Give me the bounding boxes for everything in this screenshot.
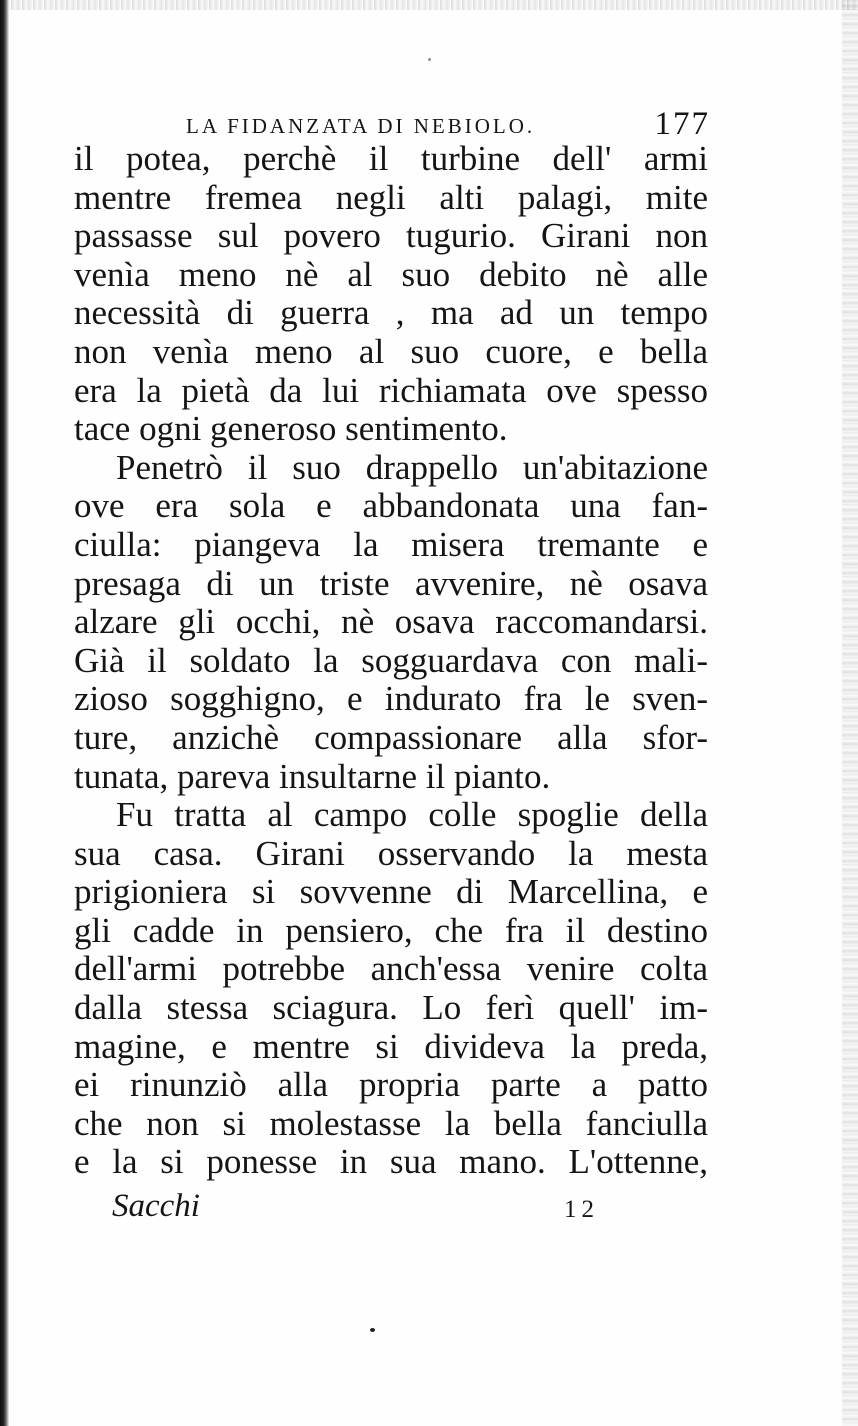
text-line: mentre fremea negli alti palagi, mite: [74, 177, 708, 217]
text-line: necessità di guerra , ma ad un tempo: [74, 293, 708, 333]
text-line: sua casa. Girani osservando la mesta: [74, 833, 708, 873]
top-page-edge: [0, 0, 858, 10]
text-line: Già il soldato la sogguardava con mali-: [74, 640, 708, 680]
text-line: zioso sogghigno, e indurato fra le sven-: [74, 679, 708, 719]
text-line: alzare gli occhi, nè osava raccomandarsi.: [74, 602, 708, 642]
ink-speck: [428, 58, 431, 61]
text-line: e la si ponesse in sua mano. L'ottenne,: [74, 1142, 708, 1182]
right-page-edge: [842, 0, 858, 1426]
text-line: venìa meno nè al suo debito nè alle: [74, 254, 708, 294]
text-line: che non si molestasse la bella fanciulla: [74, 1103, 708, 1143]
page-footer: [112, 1188, 612, 1228]
text-line: il potea, perchè il turbine dell' armi: [74, 139, 708, 178]
text-line: gli cadde in pensiero, che fra il destino: [74, 910, 708, 950]
text-line: tace ogni generoso sentimento.: [74, 409, 508, 449]
text-line: era la pietà da lui richiamata ove spesso: [74, 370, 708, 410]
signature-number: 12: [564, 1196, 599, 1223]
left-binding-edge: [0, 0, 9, 1426]
page-number: 177: [654, 106, 710, 142]
text-line: magine, e mentre si divideva la preda,: [74, 1026, 708, 1066]
text-line: passasse sul povero tugurio. Girani non: [74, 216, 708, 256]
printer-signature: Sacchi: [112, 1188, 200, 1224]
text-line: tunata, pareva insultarne il pianto.: [74, 756, 551, 796]
text-line: ei rinunziò alla propria parte a patto: [74, 1065, 708, 1105]
text-line: ciulla: piangeva la misera tremante e: [74, 524, 708, 564]
text-line: presaga di un triste avvenire, nè osava: [74, 563, 708, 603]
running-head: LA FIDANZATA DI NEBIOLO.: [186, 114, 536, 138]
text-line: Penetrò il suo drappello un'abitazione: [116, 447, 708, 487]
text-line: ove era sola e abbandonata una fan-: [74, 486, 708, 526]
text-line: non venìa meno al suo cuore, e bella: [74, 331, 708, 371]
body-text: [74, 140, 708, 1182]
text-line: prigioniera si sovvenne di Marcellina, e: [74, 872, 708, 912]
text-line: Fu tratta al campo colle spoglie della: [116, 795, 708, 835]
text-line: dalla stessa sciagura. Lo ferì quell' im-: [74, 988, 708, 1028]
text-line: dell'armi potrebbe anch'essa venire colta: [74, 949, 708, 989]
text-line: ture, anzichè compassionare alla sfor-: [74, 717, 708, 757]
ink-speck: [370, 1328, 375, 1332]
